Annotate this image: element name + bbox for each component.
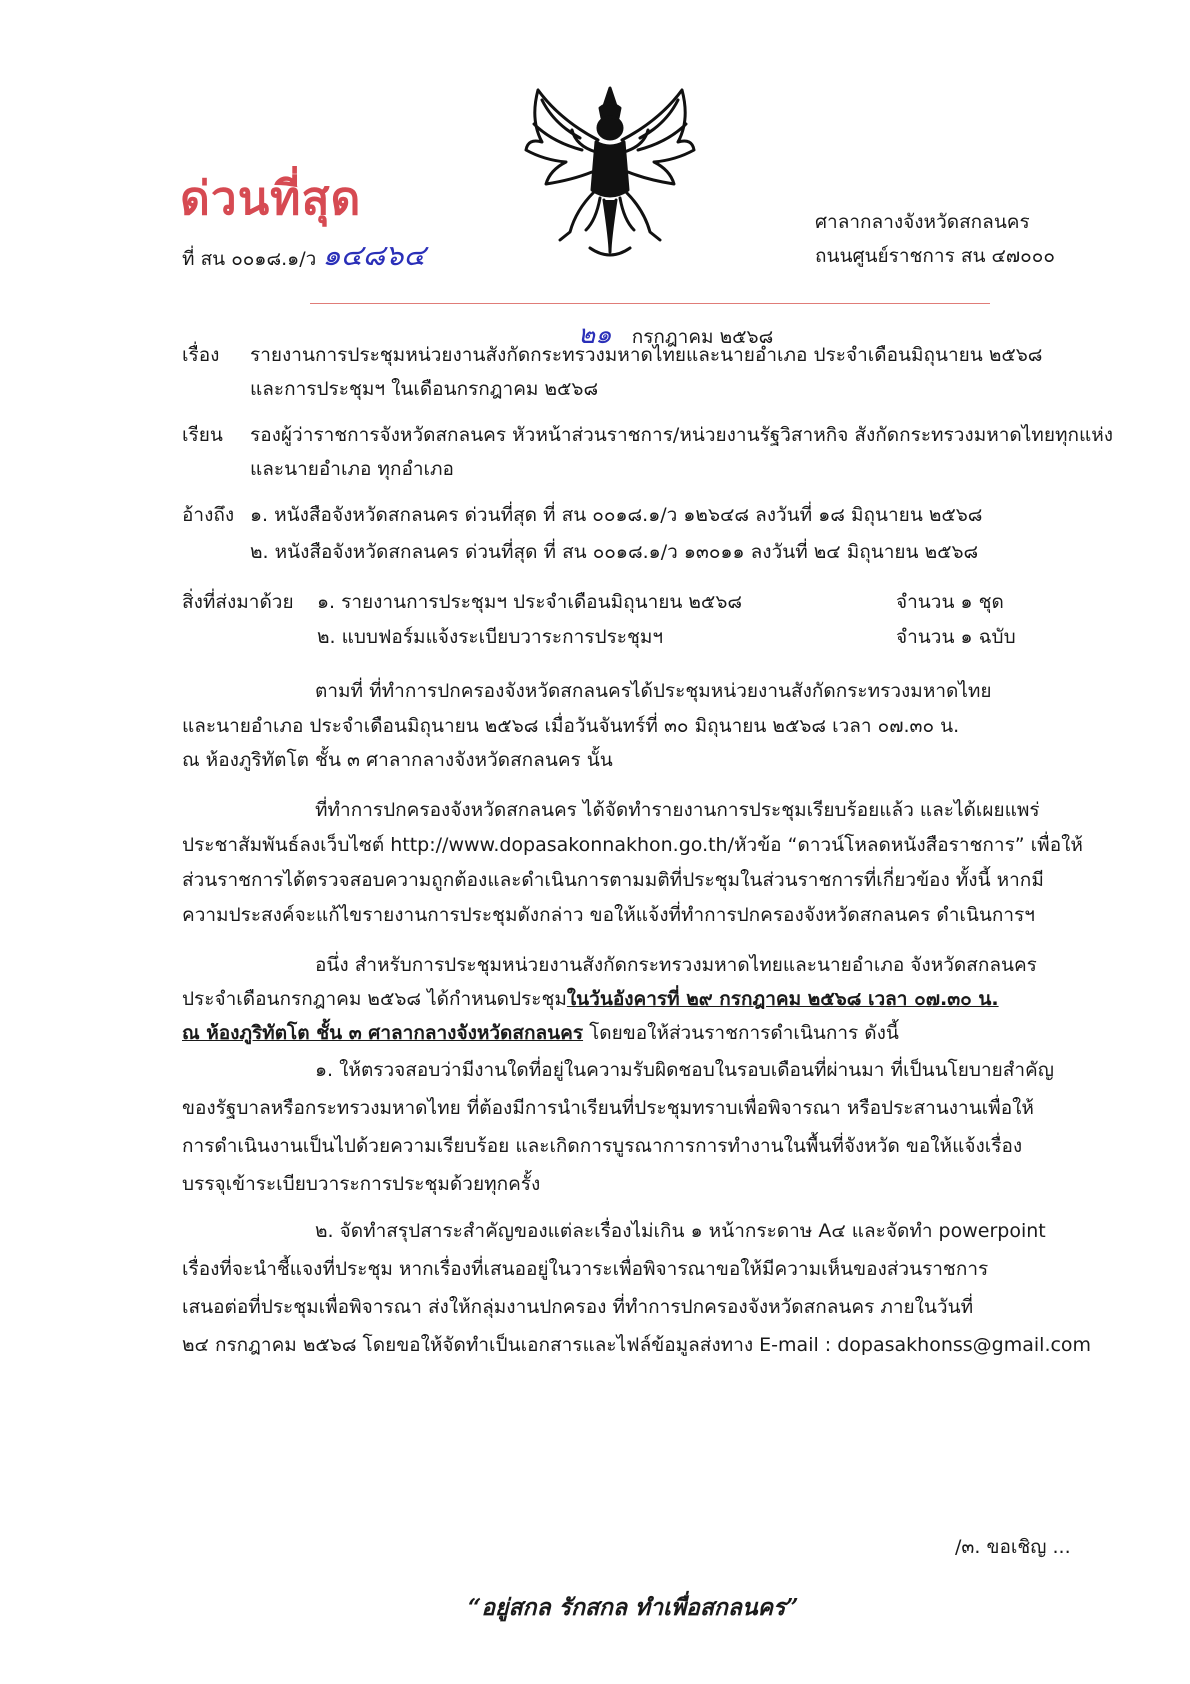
date-day-handwritten: ๒๑ [578,320,612,350]
header-divider [310,303,990,304]
instruction-1-line: ๑. ให้ตรวจสอบว่ามีงานใดที่อยู่ในความรับผิดชอบในรอบเดือนที่ผ่านมา ที่เป็นนโยบายสำคัญ [315,1059,1054,1081]
paragraph-3-line: อนึ่ง สำหรับการประชุมหน่วยงานสังกัดกระทรวงมหาดไทยและนายอำเภอ จังหวัดสกลนคร [315,954,1037,976]
recipient-label: เรียน [182,424,223,446]
paragraph-2-line: ประชาสัมพันธ์ลงเว็บไซต์ http://www.dopasakonnakhon.go.th/หัวข้อ “ดาวน์โหลดหนังสือราชการ” เพื่อให้ [182,834,1083,856]
meeting-place-highlight: ณ ห้องภูริทัตโต ชั้น ๓ ศาลากลางจังหวัดสกลนคร [182,1022,584,1044]
enclosure-item: ๒. แบบฟอร์มแจ้งระเบียบวาระการประชุมฯ [317,626,664,648]
paragraph-2-line: ความประสงค์จะแก้ไขรายงานการประชุมดังกล่าว ขอให้แจ้งที่ทำการปกครองจังหวัดสกลนคร ดำเนินการฯ [182,904,1035,926]
reference-item: ๑. หนังสือจังหวัดสกลนคร ด่วนที่สุด ที่ สน ๐๐๑๘.๑/ว ๑๒๖๔๘ ลงวันที่ ๑๘ มิถุนายน ๒๕๖๘ [250,504,983,526]
recipient-line-1: รองผู้ว่าราชการจังหวัดสกลนคร หัวหน้าส่วนราชการ/หน่วยงานรัฐวิสาหกิจ สังกัดกระทรวงมหาดไทยทุกแห่ง [250,424,1114,446]
instruction-2-line: เรื่องที่จะนำชี้แจงที่ประชุม หากเรื่องที่เสนออยู่ในวาระเพื่อพิจารณาขอให้มีความเห็นของส่วนราชการ [182,1258,989,1280]
paragraph-3-text: ประจำเดือนกรกฎาคม ๒๕๖๘ ได้กำหนดประชุม [182,988,567,1010]
address-line-2: ถนนศูนย์ราชการ สน ๔๗๐๐๐ [815,245,1055,267]
continuation-marker: /๓. ขอเชิญ ... [955,1536,1071,1558]
paragraph-1-line: และนายอำเภอ ประจำเดือนมิถุนายน ๒๕๖๘ เมื่อวันจันทร์ที่ ๓๐ มิถุนายน ๒๕๖๘ เวลา ๐๗.๓๐ น. [182,715,960,737]
document-number-handwritten: ๑๔๘๖๔ [322,238,426,272]
enclosure-quantity: จำนวน ๑ ชุด [896,591,1004,613]
provincial-motto: “อยู่สกล รักสกล ทำเพื่อสกลนคร” [468,1594,799,1621]
paragraph-2-line: ส่วนราชการได้ตรวจสอบความถูกต้องและดำเนินการตามมติที่ประชุมในส่วนราชการที่เกี่ยวข้อง ทั้งนี้ หากมี [182,869,1044,891]
paragraph-2-line: ที่ทำการปกครองจังหวัดสกลนคร ได้จัดทำรายงานการประชุมเรียบร้อยแล้ว และได้เผยแพร่ [315,799,1040,821]
instruction-2-line: ๒๔ กรกฎาคม ๒๕๖๘ โดยขอให้จัดทำเป็นเอกสารและไฟล์ข้อมูลส่งทาง E-mail : dopasakhonss@gmail.com [182,1334,1092,1356]
reference-item: ๒. หนังสือจังหวัดสกลนคร ด่วนที่สุด ที่ สน ๐๐๑๘.๑/ว ๑๓๐๑๑ ลงวันที่ ๒๔ มิถุนายน ๒๕๖๘ [250,541,979,563]
meeting-date-highlight: ในวันอังคารที่ ๒๙ กรกฎาคม ๒๕๖๘ เวลา ๐๗.๓๐ น. [566,988,999,1010]
garuda-emblem-icon [520,80,700,265]
instruction-2-line: เสนอต่อที่ประชุมเพื่อพิจารณา ส่งให้กลุ่มงานปกครอง ที่ทำการปกครองจังหวัดสกลนคร ภายในวันที่ [182,1296,974,1318]
enclosure-item: ๑. รายงานการประชุมฯ ประจำเดือนมิถุนายน ๒๕๖๘ [317,591,743,613]
instruction-1-line: ของรัฐบาลหรือกระทรวงมหาดไทย ที่ต้องมีการนำเรียนที่ประชุมทราบเพื่อพิจารณา หรือประสานงานเพื่อให้ [182,1097,1034,1119]
paragraph-3-line [182,1021,899,1045]
paragraph-1-line: ตามที่ ที่ทำการปกครองจังหวัดสกลนครได้ประชุมหน่วยงานสังกัดกระทรวงมหาดไทย [315,680,992,702]
address-line-1: ศาลากลางจังหวัดสกลนคร [815,211,1030,233]
subject-line-2: และการประชุมฯ ในเดือนกรกฎาคม ๒๕๖๘ [250,378,599,400]
date-month-year: กรกฎาคม ๒๕๖๘ [631,326,774,348]
reference-label: อ้างถึง [182,504,235,526]
subject-line-1: รายงานการประชุมหน่วยงานสังกัดกระทรวงมหาดไทยและนายอำเภอ ประจำเดือนมิถุนายน ๒๕๖๘ [250,344,1043,366]
instruction-2-line: ๒. จัดทำสรุปสาระสำคัญของแต่ละเรื่องไม่เกิน ๑ หน้ากระดาษ A๔ และจัดทำ powerpoint [315,1220,1046,1242]
paragraph-1-line: ณ ห้องภูริทัตโต ชั้น ๓ ศาลากลางจังหวัดสกลนคร นั้น [182,749,613,771]
document-number-prefix: ที่ สน ๐๐๑๘.๑/ว [182,248,317,270]
urgency-stamp: ด่วนที่สุด [180,171,362,225]
enclosures-label: สิ่งที่ส่งมาด้วย [182,591,294,613]
recipient-line-2: และนายอำเภอ ทุกอำเภอ [250,458,454,480]
paragraph-3-text: โดยขอให้ส่วนราชการดำเนินการ ดังนี้ [583,1022,899,1044]
document-number [182,232,425,278]
instruction-1-line: การดำเนินงานเป็นไปด้วยความเรียบร้อย และเกิดการบูรณาการการทำงานในพื้นที่จังหวัด ขอให้แจ้งเรื่อง [182,1135,1023,1157]
instruction-1-line: บรรจุเข้าระเบียบวาระการประชุมด้วยทุกครั้ง [182,1173,541,1195]
paragraph-3-line [182,987,999,1011]
enclosure-quantity: จำนวน ๑ ฉบับ [896,626,1016,648]
subject-label: เรื่อง [182,344,220,366]
